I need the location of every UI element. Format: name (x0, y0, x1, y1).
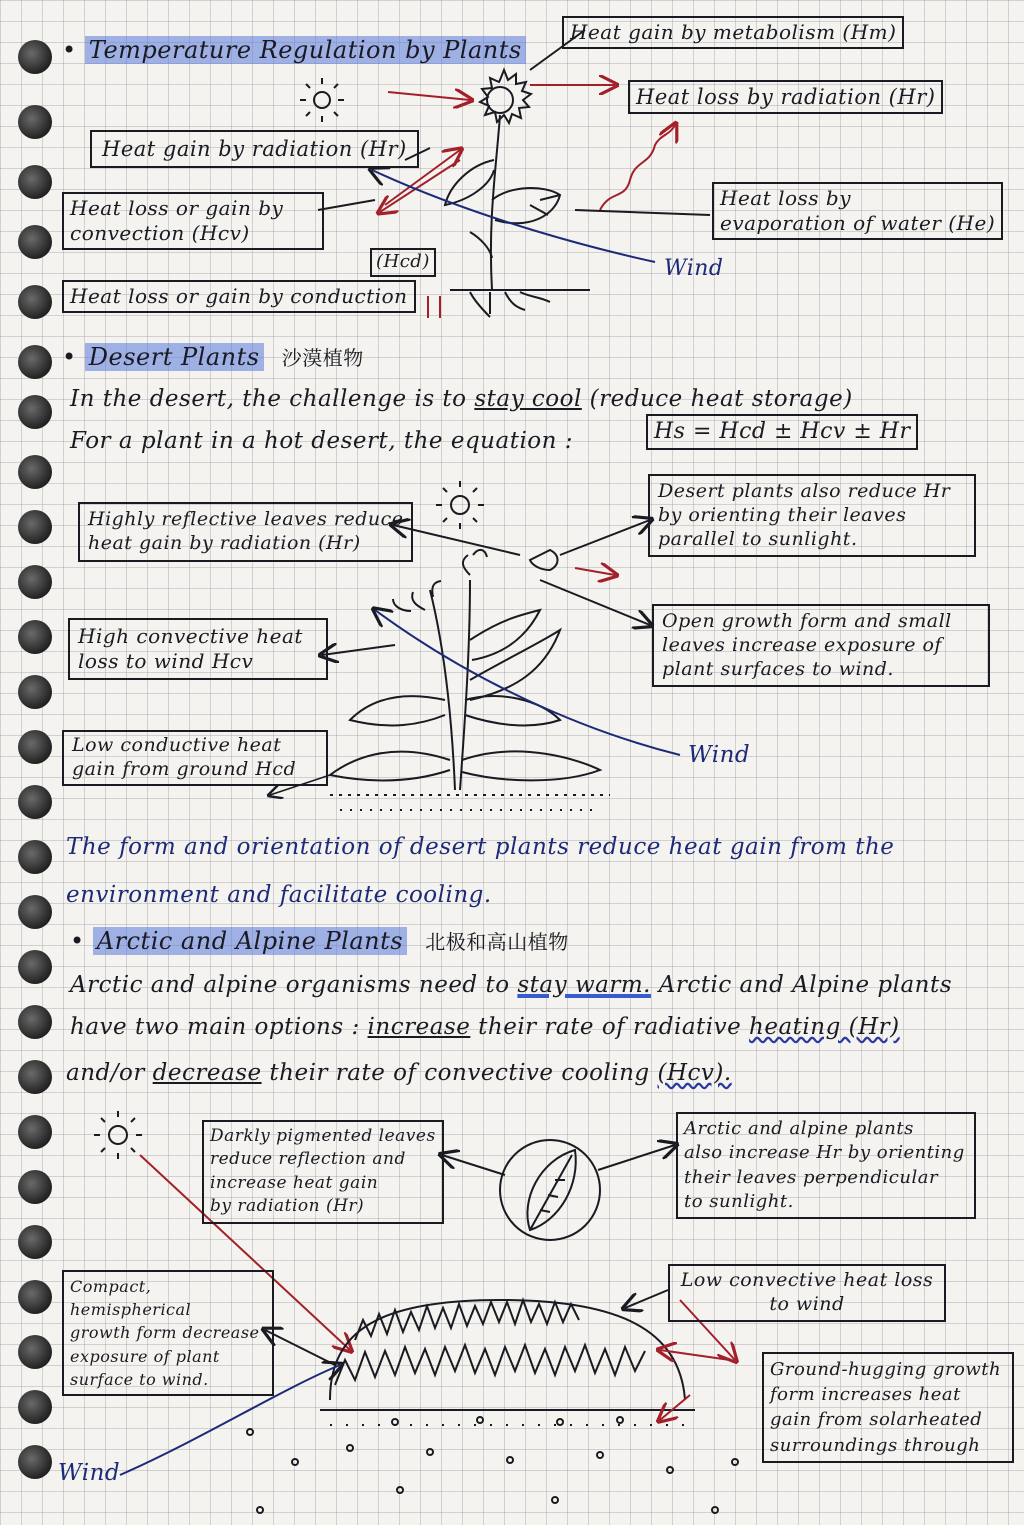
text-span: have two main options : (70, 1014, 360, 1040)
text-underlined: stay warm. (517, 972, 651, 998)
section-title-text: Arctic and Alpine Plants (93, 927, 407, 955)
box-line: by orienting their leaves (658, 503, 907, 526)
box-open-growth (652, 604, 990, 687)
section-title-cn: 沙漠植物 (281, 346, 364, 370)
desert-plant-sketch (330, 550, 610, 810)
paragraph-line (70, 386, 853, 412)
label-conduction: Heat loss or gain by conduction (62, 280, 416, 313)
section-title-text: Temperature Regulation by Plants (85, 36, 526, 64)
text-span: (reduce heat storage) (589, 386, 853, 412)
label-convection-line1: Heat loss or gain by (70, 196, 284, 220)
box-line: Ground-hugging growth (770, 1359, 1002, 1380)
box-compact-form (62, 1270, 274, 1396)
box-parallel-orientation (648, 474, 976, 557)
label-convection-line2: convection (Hcv) (70, 221, 250, 245)
paragraph-line (70, 428, 573, 454)
box-ground-hugging (762, 1352, 1014, 1463)
wind-label: Wind (664, 256, 724, 281)
sun-icon (300, 78, 344, 122)
equation-box: Hs = Hcd ± Hcv ± Hr (646, 414, 918, 450)
text-wavy: heating (Hr) (749, 1014, 900, 1040)
box-line: plant surfaces to wind. (662, 657, 894, 680)
summary-line: environment and facilitate cooling. (66, 882, 492, 908)
box-line: heat gain by radiation (Hr) (88, 531, 361, 554)
wind-label: Wind (688, 742, 751, 768)
paragraph-line (66, 1060, 732, 1086)
cushion-plant-sketch (247, 1300, 738, 1513)
box-line: form increases heat (770, 1384, 961, 1406)
box-line: also increase Hr by orienting (684, 1142, 965, 1164)
box-line: their leaves perpendicular (684, 1166, 939, 1188)
text-span: Arctic and alpine organisms need to (70, 972, 510, 998)
text-underlined: decrease (152, 1060, 262, 1086)
sun-icon (94, 1111, 142, 1159)
box-line: to wind (769, 1292, 845, 1315)
text-span: Arctic and Alpine plants (658, 972, 953, 998)
box-line: loss to wind Hcv (78, 649, 254, 673)
label-heat-gain-metabolism: Heat gain by metabolism (Hm) (562, 16, 904, 49)
box-line: to sunlight. (684, 1190, 794, 1212)
section-title: • Desert Plants 沙漠植物 (62, 343, 364, 371)
box-line: Low convective heat loss (680, 1269, 934, 1291)
section-title-cn: 北极和高山植物 (425, 930, 569, 954)
box-line: Arctic and alpine plants (684, 1118, 914, 1139)
box-reflective-leaves (78, 502, 413, 562)
box-line: growth form decrease (70, 1323, 260, 1343)
label-convection (62, 192, 324, 250)
box-line: Darkly pigmented leaves (210, 1126, 436, 1146)
flower-plant-sketch (445, 70, 590, 317)
box-conductive-gain (62, 730, 328, 786)
box-line: Highly reflective leaves reduce (88, 508, 404, 530)
section-title-text: Desert Plants (85, 343, 264, 371)
label-evaporation (712, 182, 1003, 240)
box-line: exposure of plant (70, 1346, 220, 1366)
leaf-closeup-icon (500, 1140, 600, 1240)
text-span: and/or (66, 1060, 145, 1086)
box-perpendicular (676, 1112, 976, 1219)
box-line: by radiation (Hr) (210, 1196, 365, 1217)
paragraph-line (70, 972, 952, 998)
summary-line: The form and orientation of desert plants reduce heat gain from the (66, 834, 895, 860)
box-line: parallel to sunlight. (658, 527, 858, 550)
label-heat-gain-radiation: Heat gain by radiation (Hr) (90, 130, 419, 168)
box-line: Compact, hemispherical (70, 1277, 192, 1320)
section-title: • Arctic and Alpine Plants 北极和高山植物 (70, 927, 569, 955)
label-evaporation-line1: Heat loss by (720, 186, 852, 210)
text-span: their rate of convective cooling (269, 1060, 650, 1086)
sun-icon (436, 481, 484, 529)
box-line: High convective heat (78, 624, 303, 648)
box-line: surroundings through (770, 1434, 981, 1456)
text-underlined: increase (367, 1014, 471, 1040)
box-dark-pigment (202, 1120, 444, 1224)
label-hcd-tag: (Hcd) (370, 248, 436, 277)
box-line: leaves increase exposure of (662, 633, 942, 656)
label-heat-loss-radiation: Heat loss by radiation (Hr) (628, 80, 943, 114)
box-line: Low conductive heat (72, 734, 282, 756)
text-span: their rate of radiative (478, 1014, 742, 1040)
box-line: Open growth form and small (662, 610, 952, 632)
box-line: gain from ground Hcd (72, 757, 297, 780)
box-low-convective (668, 1264, 946, 1322)
box-line: surface to wind. (70, 1369, 209, 1389)
text-span: For a plant in a hot desert, the equation : (70, 428, 574, 454)
section-title: • Temperature Regulation by Plants (62, 36, 526, 64)
box-line: gain from solarheated (770, 1409, 983, 1431)
box-line: Desert plants also reduce Hr (658, 480, 951, 502)
box-line: reduce reflection and (210, 1149, 406, 1170)
box-line: increase heat gain (210, 1172, 379, 1193)
label-evaporation-line2: evaporation of water (He) (720, 211, 996, 235)
text-span: In the desert, the challenge is to (70, 386, 467, 412)
text-wavy: (Hcv). (657, 1060, 732, 1086)
paragraph-line (70, 1014, 900, 1040)
text-underlined: stay cool (474, 386, 582, 412)
wind-label: Wind (58, 1460, 121, 1486)
box-convective-loss (68, 618, 328, 680)
